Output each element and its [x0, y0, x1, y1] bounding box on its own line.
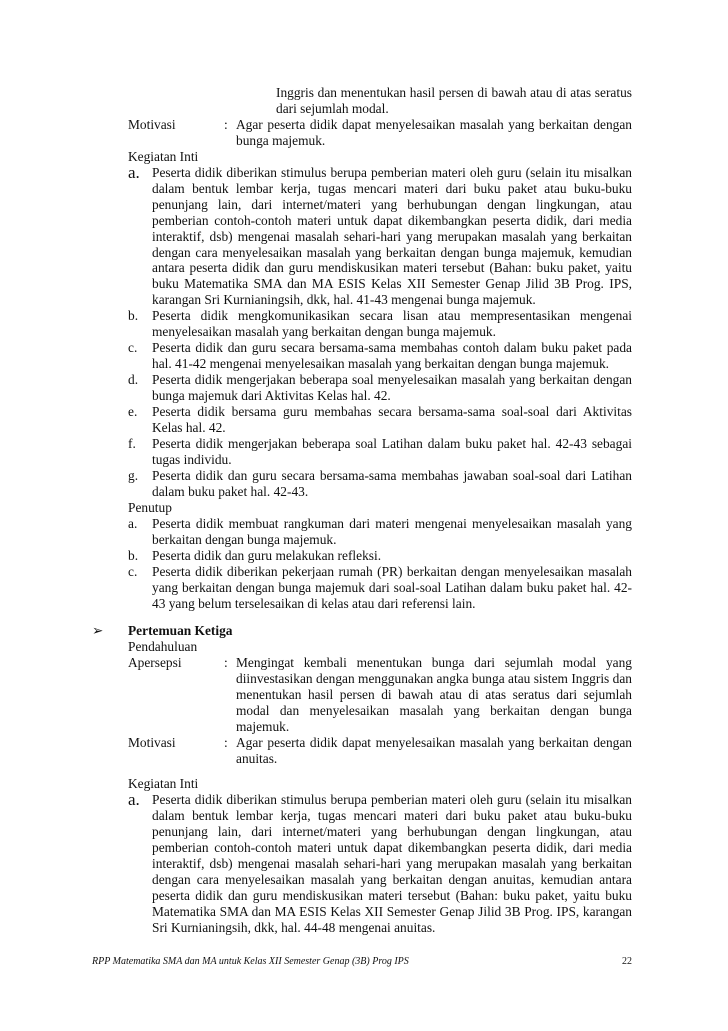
apersepsi-label: Apersepsi [128, 655, 182, 671]
apersepsi-tail-text: Inggris dan menentukan hasil persen di bawah atau di atas seratus dari sejumlah modal. [276, 85, 632, 116]
footer-title: RPP Matematika SMA dan MA untuk Kelas XII Semester Genap (3B) Prog IPS [92, 956, 409, 967]
apersepsi-colon: : [224, 655, 228, 671]
list-item [128, 308, 632, 340]
list-item-text: Peserta didik dan guru melakukan refleksi. [152, 547, 382, 563]
list-item [128, 516, 632, 548]
arrow-bullet-icon: ➢ [92, 623, 104, 639]
list-marker: c. [128, 340, 138, 356]
list-item-text: Peserta didik mengerjakan beberapa soal Latihan dalam buku paket hal. 42-43 sebagai tugas individu. [152, 435, 632, 467]
list-marker: e. [128, 404, 138, 420]
list-item [128, 564, 632, 612]
list-item [128, 372, 632, 404]
kegiatan-inti-heading: Kegiatan Inti [128, 776, 199, 792]
list-item-text: Peserta didik dan guru secara bersama-sama membahas jawaban soal-soal dari Latihan dalam buku paket hal. 42-43. [152, 467, 632, 499]
list-item-text: Peserta didik mengerjakan beberapa soal menyelesaikan masalah yang berkaitan dengan bunga majemuk dari Aktivitas Kelas hal. 42. [152, 372, 632, 404]
list-item-text: Peserta didik membuat rangkuman dari materi mengenai menyelesaikan masalah yang berkaitan dengan bunga majemuk. [152, 515, 632, 547]
penutup-heading: Penutup [128, 499, 172, 515]
list-item [128, 404, 632, 436]
section-continuation [92, 85, 632, 611]
spacer [128, 767, 632, 776]
list-marker: b. [128, 308, 139, 324]
page-number: 22 [622, 956, 632, 967]
page-footer [92, 956, 632, 967]
list-item-text: Peserta didik dan guru secara bersama-sama membahas contoh dalam buku paket pada hal. 41-42 mengenai menyelesaikan masalah yang berkaitan dengan bunga majemuk. [152, 340, 632, 372]
page-content [92, 85, 632, 936]
list-item-text: Peserta didik diberikan pekerjaan rumah (PR) berkaitan dengan menyelesaikan masalah yang berkaitan dengan bunga majemuk dari soal-soal Latihan dalam buku paket hal. 42-43 yang belum terselesaikan di kelas atau dari referensi lain. [152, 563, 632, 611]
section-pertemuan-ketiga [92, 639, 632, 935]
list-marker: f. [128, 435, 136, 451]
list-marker: g. [128, 467, 139, 483]
section-heading-pertemuan-ketiga [92, 623, 632, 639]
apersepsi-text: Mengingat kembali menentukan bunga dari sejumlah modal yang diinvestasikan dengan menggunakan angka bunga atau sistem Inggris dan menentukan hasil persen di bawah atau di atas seratus dari sejumlah modal dan menyelesaikan masalah yang berkaitan dengan bunga majemuk. [236, 655, 632, 735]
section-title: Pertemuan Ketiga [128, 623, 233, 639]
pendahuluan-heading: Pendahuluan [128, 639, 198, 655]
list-item-text: Peserta didik diberikan stimulus berupa pemberian materi oleh guru (selain itu misalkan dalam bentuk lembar kerja, tugas mencari materi dari buku paket atau buku-buku penunjang lain, dari internet/materi yang berhubungan dengan lingkungan, atau pemberian contoh-contoh materi untuk dapat dikembangkan peserta didik, dari media interaktif, dsb) mengenai masalah sehari-hari yang merupakan masalah yang berkaitan dengan cara menyelesaikan masalah yang berkaitan dengan bunga majemuk, kemudian antara peserta didik dan guru mendiskusikan materi tersebut (Bahan: buku paket, yaitu buku Matematika SMA dan MA ESIS Kelas XII Semester Genap Jilid 3B Prog. IPS, karangan Sri Kurnianingsih, dkk, hal. 41-43 mengenai bunga majemuk. [152, 164, 632, 308]
list-marker: a. [128, 789, 140, 809]
list-item [128, 548, 632, 564]
list-item-text: Peserta didik bersama guru membahas secara bersama-sama soal-soal dari Aktivitas Kelas hal. 42. [152, 404, 632, 436]
list-item [128, 340, 632, 372]
list-marker: a. [128, 515, 138, 531]
motivasi-text: Agar peserta didik dapat menyelesaikan masalah yang berkaitan dengan anuitas. [236, 735, 632, 767]
motivasi-label: Motivasi [128, 116, 176, 132]
motivasi-row [128, 117, 632, 149]
apersepsi-row [128, 655, 632, 735]
list-marker: a. [128, 162, 140, 182]
list-item [128, 436, 632, 468]
list-item [128, 789, 632, 936]
list-marker: b. [128, 547, 139, 563]
list-item [128, 468, 632, 500]
motivasi-text: Agar peserta didik dapat menyelesaikan masalah yang berkaitan dengan bunga majemuk. [236, 116, 632, 148]
list-item [128, 162, 632, 309]
kegiatan-inti-list [128, 162, 632, 500]
motivasi-colon: : [224, 735, 228, 751]
kegiatan-inti-heading: Kegiatan Inti [128, 148, 199, 164]
motivasi-colon: : [224, 116, 228, 132]
list-item-text: Peserta didik mengkomunikasikan secara lisan atau mempresentasikan mengenai menyelesaikan masalah yang berkaitan dengan bunga majemuk. [152, 308, 632, 340]
penutup-list [128, 516, 632, 612]
motivasi-row [128, 735, 632, 767]
list-marker: c. [128, 563, 138, 579]
list-marker: d. [128, 372, 139, 388]
motivasi-label: Motivasi [128, 735, 176, 751]
list-item-text: Peserta didik diberikan stimulus berupa pemberian materi oleh guru (selain itu misalkan dalam bentuk lembar kerja, tugas mencari materi dari buku paket atau buku-buku penunjang lain, dari internet/materi yang berhubungan dengan lingkungan, atau pemberian contoh-contoh materi untuk dapat dikembangkan peserta didik, dari media interaktif, dsb) mengenai masalah sehari-hari yang merupakan masalah yang berkaitan dengan cara menyelesaikan masalah yang berkaitan dengan anuitas, kemudian antara peserta didik dan guru mendiskusikan materi tersebut (Bahan: buku paket, yaitu buku Matematika SMA dan MA ESIS Kelas XII Semester Genap Jilid 3B Prog. IPS, karangan Sri Kurnianingsih, dkk, hal. 44-48 mengenai anuitas. [152, 791, 632, 935]
